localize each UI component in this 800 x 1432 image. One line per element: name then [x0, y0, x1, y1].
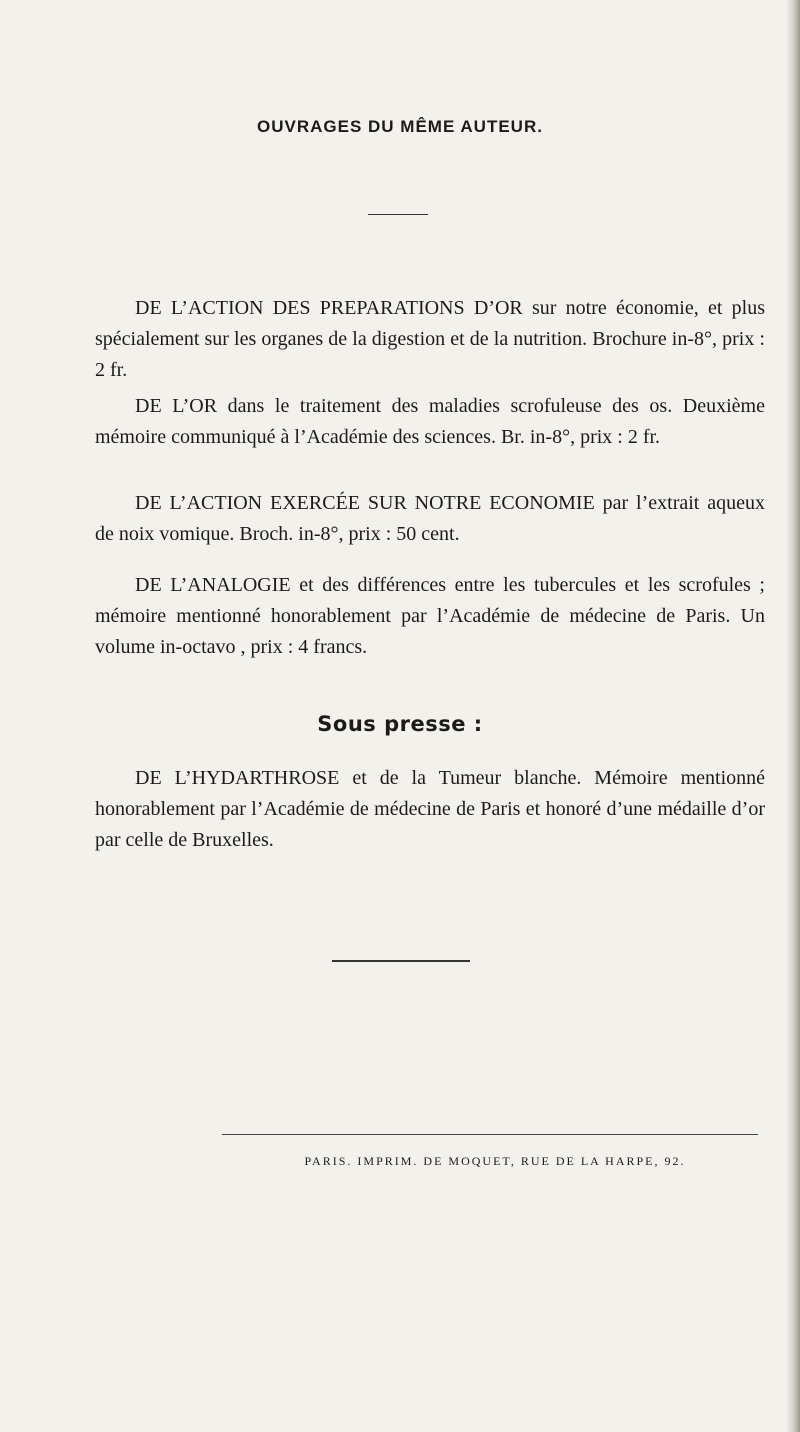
page-header: OUVRAGES DU MÊME AUTEUR.	[257, 117, 543, 136]
header-rule	[368, 214, 428, 215]
entry-3: DE L’ACTION EXERCÉE SUR NOTRE ECONOMIE par l’extrait aqueux de noix vomique. Broch. in-8°, prix : 50 cent.	[95, 492, 765, 545]
entry-1: DE L’ACTION DES PREPARATIONS D’OR sur notre économie, et plus spécialement sur les organes de la digestion et de la nutrition. Brochure in-8°, prix : 2 fr.	[95, 297, 765, 381]
entry-in-press: DE L’HYDARTHROSE et de la Tumeur blanche. Mémoire mentionné honorablement par l’Académie de médecine de Paris et honoré d’une médaille d’or par celle de Bruxelles.	[95, 767, 765, 851]
printer-imprint: PARIS. IMPRIM. DE MOQUET, RUE DE LA HARPE, 92.	[304, 1154, 686, 1168]
in-press-heading: Sous presse :	[317, 712, 483, 736]
entry-2: DE L’OR dans le traitement des maladies scrofuleuse des os. Deuxième mémoire communiqué à l’Académie des sciences. Br. in-8°, prix : 2 fr.	[95, 395, 765, 448]
section-rule	[332, 960, 470, 962]
entry-4: DE L’ANALOGIE et des différences entre les tubercules et les scrofules ; mémoire mentionné honorablement par l’Académie de médecine de Paris. Un volume in-octavo , prix : 4 francs.	[95, 574, 765, 658]
imprint-rule	[222, 1134, 758, 1135]
